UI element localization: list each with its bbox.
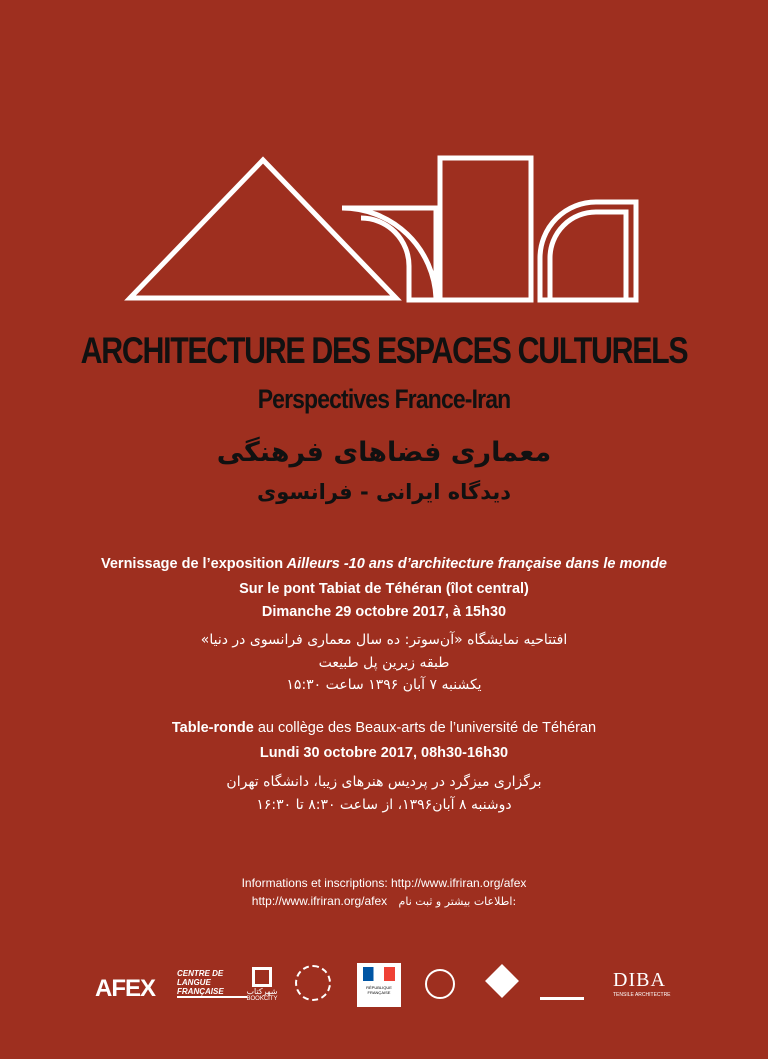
architecture-shapes-graphic (120, 148, 650, 308)
vernissage-line (0, 556, 768, 572)
vernissage-prefix: Vernissage de l’ (101, 556, 211, 572)
table-ronde-line (0, 720, 768, 736)
info-url-line (0, 894, 768, 908)
sponsor-logos (95, 963, 695, 1013)
vernissage-fa-line2: طبقه زیرین پل طبیعت (318, 655, 450, 671)
persian-title: معماری فضاهای فرهنگی (216, 437, 552, 468)
table-ronde-fa-line1: برگزاری میزگرد در پردیس هنرهای زیبا، دانشگاه تهران (226, 774, 542, 790)
persian-subtitle: دیدگاه ایرانی - فرانسوی (256, 480, 512, 504)
exposition-word: exposition (210, 556, 284, 572)
bookcity-logo: شهرکتاب BOOKCITY (245, 967, 279, 1002)
tower-shape (440, 158, 531, 300)
half-arch-shape (540, 202, 636, 300)
vernissage-date: Dimanche 29 octobre 2017, à 15h30 (261, 604, 507, 620)
vernissage-fa-line1: افتتاحیه نمایشگاه «آن‌سوتر: ده سال معماری فرانسوی در دنیا» (200, 632, 568, 648)
table-ronde-date: Lundi 30 octobre 2017, 08h30-16h30 (259, 745, 509, 761)
institute-diamond-icon (485, 964, 519, 998)
french-flag-icon (363, 967, 395, 981)
rosette-emblem-icon (295, 965, 331, 1001)
info-label: Informations et inscriptions: http://www.ifriran.org/afex (241, 876, 527, 890)
main-title: ARCHITECTURE DES ESPACES CULTURELS (80, 330, 688, 371)
diba-logo: DIBA TENSILE ARCHITECTRE (613, 969, 671, 998)
info-fa-label: اطلاعات بیشتر و ثبت نام: (398, 895, 517, 908)
calligraphy-logo-icon (540, 969, 584, 1000)
table-ronde-label: Table-ronde (171, 720, 254, 736)
republique-francaise-logo: RÉPUBLIQUE FRANÇAISE (357, 963, 401, 1007)
table-ronde-place: au collège des Beaux-arts de l’université de Téhéran (253, 720, 597, 736)
bookcity-icon (252, 967, 272, 987)
afex-logo: AFEX (95, 975, 156, 1002)
pyramid-shape (130, 160, 396, 298)
info-url[interactable]: http://www.ifriran.org/afex (251, 894, 388, 908)
vernissage-fa-line3: یکشنبه ۷ آبان ۱۳۹۶ ساعت ۱۵:۳۰ (286, 677, 482, 693)
centre-langue-logo: CENTRE DE LANGUE FRANÇAISE (177, 969, 247, 998)
exhibition-title: Ailleurs -10 ans d’architecture française dans le monde (283, 556, 667, 572)
vernissage-place: Sur le pont Tabiat de Téhéran (îlot central) (239, 581, 529, 597)
subtitle: Perspectives France-Iran (257, 384, 511, 414)
table-ronde-fa-line2: دوشنبه ۸ آبان۱۳۹۶، از ساعت ۸:۳۰ تا ۱۶:۳۰ (256, 797, 512, 813)
university-seal-icon (425, 969, 455, 999)
